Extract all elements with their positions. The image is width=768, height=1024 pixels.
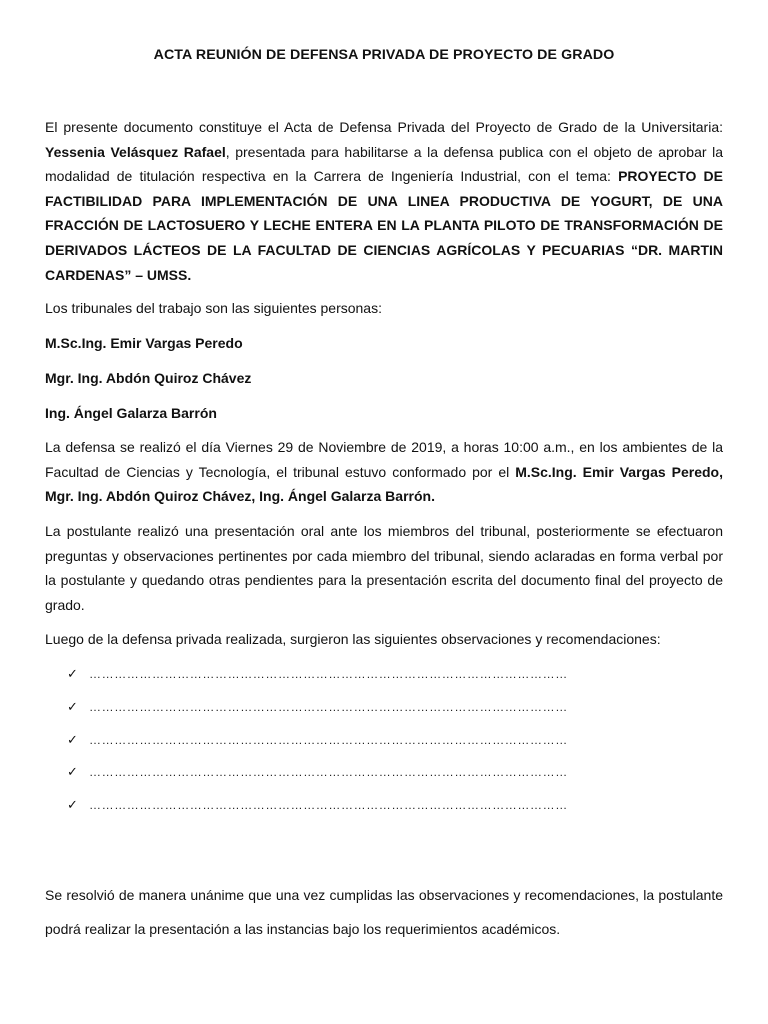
observation-item — [67, 665, 627, 683]
tribunal-member-2: Mgr. Ing. Abdón Quiroz Chávez — [45, 370, 252, 386]
student-name: Yessenia Velásquez Rafael — [45, 143, 226, 160]
defense-paragraph — [45, 435, 723, 509]
observation-blank-line: …………………………………………………………………………………………………… — [89, 798, 568, 812]
tribunal-intro: Los tribunales del trabajo son las siguientes personas: — [45, 300, 382, 316]
observation-item — [67, 796, 627, 814]
intro-text-2: , presentada para habilitarse a la defensa publica con el objeto de aprobar la modalidad de titulación respectiva en la Carrera de Ingeniería Industrial, con el tema: — [45, 143, 723, 185]
document-title: ACTA REUNIÓN DE DEFENSA PRIVADA DE PROYECTO DE GRADO — [153, 47, 615, 63]
observation-item — [67, 698, 627, 716]
checkmark-icon: ✓ — [67, 666, 78, 681]
checkmark-icon: ✓ — [67, 797, 78, 812]
resolution-paragraph: Se resolvió de manera unánime que una vez cumplidas las observaciones y recomendaciones, la postulante podrá realizar la presentación a las instancias bajo los requerimientos académicos. — [45, 887, 723, 937]
observation-blank-line: …………………………………………………………………………………………………… — [89, 667, 568, 681]
observation-blank-line: …………………………………………………………………………………………………… — [89, 700, 568, 714]
checkmark-icon: ✓ — [67, 699, 78, 714]
tribunal-member-3: Ing. Ángel Galarza Barrón — [45, 405, 217, 421]
observation-blank-line: …………………………………………………………………………………………………… — [89, 733, 568, 747]
observation-blank-line: …………………………………………………………………………………………………… — [89, 765, 568, 779]
checkmark-icon: ✓ — [67, 732, 78, 747]
defense-members: M.Sc.Ing. Emir Vargas Peredo, Mgr. Ing. Abdón Quiroz Chávez, Ing. Ángel Galarza Barrón. — [45, 463, 723, 505]
project-topic: PROYECTO DE FACTIBILIDAD PARA IMPLEMENTACIÓN DE UNA LINEA PRODUCTIVA DE YOGURT, DE UNA FRACCIÓN DE LACTOSUERO Y LECHE ENTERA EN LA PLANTA PILOTO DE TRANSFORMACIÓN DE DERIVADOS LÁCTEOS DE LA FACULTAD DE CIENCIAS AGRÍCOLAS Y PECUARIAS “DR. MARTIN CARDENAS” – UMSS. — [45, 168, 724, 283]
observation-item — [67, 763, 627, 781]
observations-intro: Luego de la defensa privada realizada, surgieron las siguientes observaciones y recomendaciones: — [45, 631, 661, 647]
checkmark-icon: ✓ — [67, 764, 78, 779]
intro-paragraph — [45, 115, 723, 287]
defense-text: La defensa se realizó el día Viernes 29 de Noviembre de 2019, a horas 10:00 a.m., en los ambientes de la Facultad de Ciencias y Tecnología, el tribunal estuvo conformado por el — [45, 439, 723, 480]
presentation-paragraph: La postulante realizó una presentación oral ante los miembros del tribunal, posteriormente se efectuaron preguntas y observaciones pertinentes por cada miembro del tribunal, siendo aclaradas en forma verbal por la postulante y quedando otras pendientes para la presentación escrita del documento final del proyecto de grado. — [45, 523, 723, 613]
observation-item — [67, 731, 627, 749]
tribunal-member-1: M.Sc.Ing. Emir Vargas Peredo — [45, 335, 243, 351]
intro-text-1: El presente documento constituye el Acta de Defensa Privada del Proyecto de Grado de la Universitaria: — [45, 119, 723, 135]
